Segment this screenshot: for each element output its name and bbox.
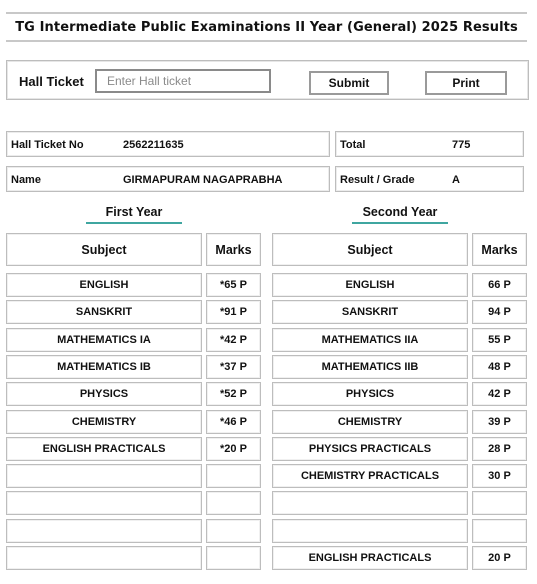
first-year-marks-cell: *46 P (206, 410, 261, 434)
first-year-subject-cell (6, 546, 202, 570)
result-label: Result / Grade (340, 174, 415, 186)
first-year-subject-cell (6, 491, 202, 515)
result-cell (335, 166, 524, 192)
second-year-subject-cell: SANSKRIT (272, 300, 468, 324)
second-year-subject-cell: ENGLISH (272, 273, 468, 297)
second-year-subject-cell: MATHEMATICS IIA (272, 328, 468, 352)
first-year-marks-cell (206, 546, 261, 570)
first-year-underline (86, 222, 182, 224)
first-year-marks-cell: *37 P (206, 355, 261, 379)
second-year-marks-cell: 94 P (472, 300, 527, 324)
hall-ticket-input[interactable] (95, 69, 271, 93)
first-year-subject-cell (6, 519, 202, 543)
second-year-marks-header: Marks (472, 233, 527, 266)
second-year-marks-cell: 30 P (472, 464, 527, 488)
result-value: A (452, 174, 460, 186)
hall-ticket-form (6, 60, 529, 100)
first-year-marks-cell: *91 P (206, 300, 261, 324)
hall-ticket-number-cell (6, 131, 330, 157)
submit-button[interactable]: Submit (309, 71, 389, 95)
total-value: 775 (452, 139, 471, 151)
second-year-title: Second Year (362, 205, 438, 219)
first-year-marks-cell (206, 519, 261, 543)
second-year-marks-cell: 66 P (472, 273, 527, 297)
first-year-subject-cell: MATHEMATICS IB (6, 355, 202, 379)
second-year-marks-cell: 48 P (472, 355, 527, 379)
first-year-marks-cell: *52 P (206, 382, 261, 406)
second-year-subject-header: Subject (272, 233, 468, 266)
total-cell (335, 131, 524, 157)
first-year-subject-cell: PHYSICS (6, 382, 202, 406)
page-title: TG Intermediate Public Examinations II Year (General) 2025 Results (15, 19, 518, 35)
first-year-subject-cell: SANSKRIT (6, 300, 202, 324)
second-year-subject-cell: CHEMISTRY PRACTICALS (272, 464, 468, 488)
second-year-marks-cell: 42 P (472, 382, 527, 406)
second-year-subject-cell: CHEMISTRY (272, 410, 468, 434)
second-year-marks-cell (472, 491, 527, 515)
hall-ticket-number-label: Hall Ticket No (11, 139, 84, 151)
second-year-subject-cell: MATHEMATICS IIB (272, 355, 468, 379)
second-year-subject-cell: PHYSICS (272, 382, 468, 406)
first-year-marks-cell: *65 P (206, 273, 261, 297)
first-year-subject-cell (6, 464, 202, 488)
total-label: Total (340, 139, 366, 151)
first-year-marks-cell (206, 464, 261, 488)
second-year-subject-cell: ENGLISH PRACTICALS (272, 546, 468, 570)
first-year-marks-cell: *42 P (206, 328, 261, 352)
second-year-marks-cell (472, 519, 527, 543)
first-year-subject-cell: ENGLISH (6, 273, 202, 297)
hall-ticket-label: Hall Ticket (19, 74, 84, 89)
second-year-subject-cell: PHYSICS PRACTICALS (272, 437, 468, 461)
hall-ticket-number-value: 2562211635 (123, 139, 184, 151)
first-year-subject-cell: MATHEMATICS IA (6, 328, 202, 352)
second-year-underline (352, 222, 448, 224)
second-year-subject-cell (272, 519, 468, 543)
first-year-subject-cell: CHEMISTRY (6, 410, 202, 434)
first-year-title: First Year (105, 205, 163, 219)
second-year-marks-cell: 20 P (472, 546, 527, 570)
first-year-marks-cell: *20 P (206, 437, 261, 461)
name-value: GIRMAPURAM NAGAPRABHA (123, 174, 283, 186)
second-year-marks-cell: 39 P (472, 410, 527, 434)
first-year-subject-header: Subject (6, 233, 202, 266)
page-title-bar (6, 12, 527, 42)
print-button[interactable]: Print (425, 71, 507, 95)
name-label: Name (11, 174, 41, 186)
first-year-subject-cell: ENGLISH PRACTICALS (6, 437, 202, 461)
second-year-subject-cell (272, 491, 468, 515)
name-cell (6, 166, 330, 192)
second-year-marks-cell: 28 P (472, 437, 527, 461)
second-year-marks-cell: 55 P (472, 328, 527, 352)
first-year-marks-header: Marks (206, 233, 261, 266)
first-year-marks-cell (206, 491, 261, 515)
